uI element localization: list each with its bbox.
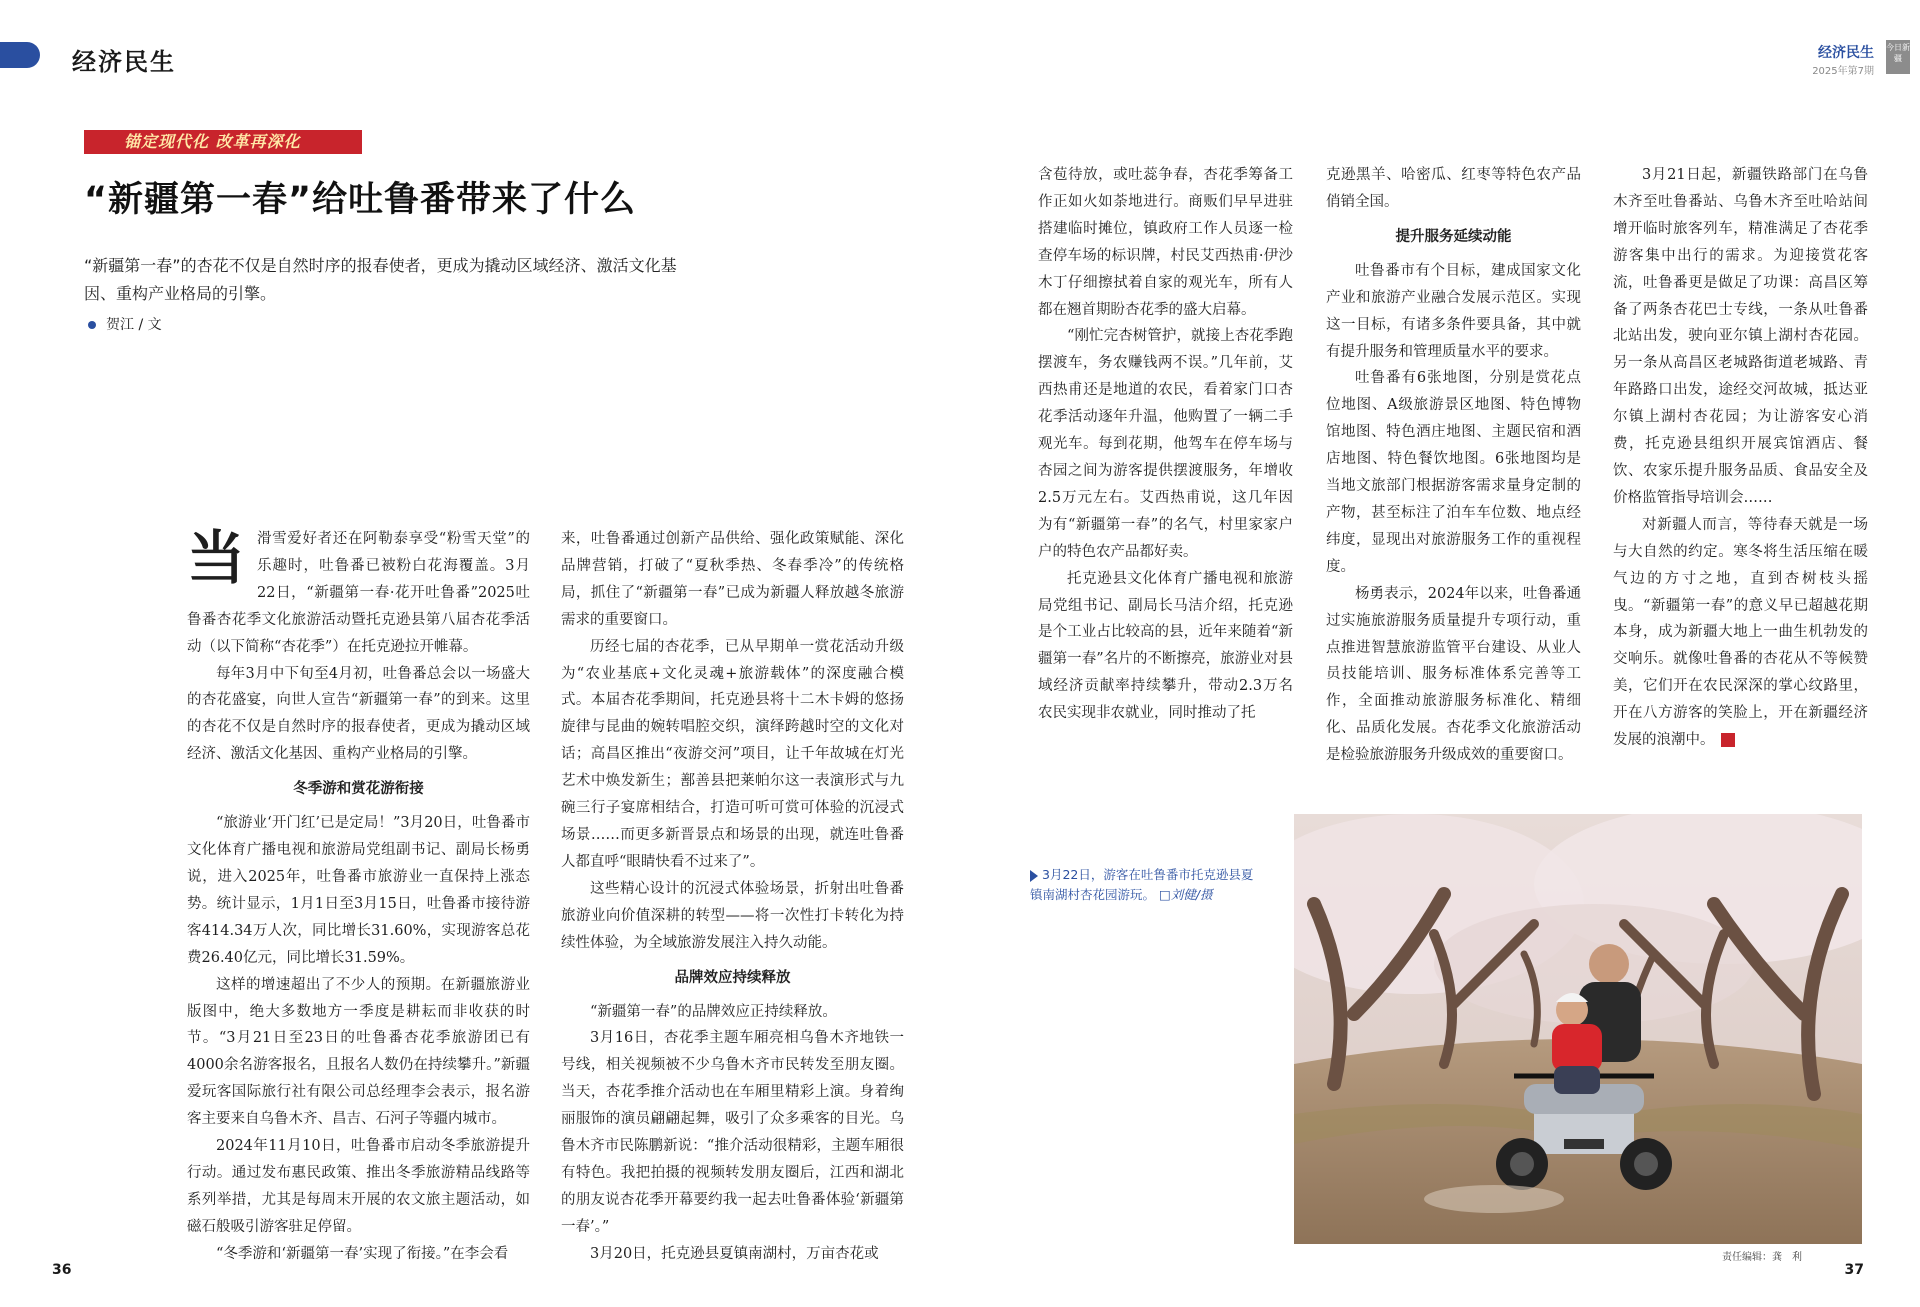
paragraph	[187, 526, 530, 661]
paragraph: “刚忙完杏树管护，就接上杏花季跑摆渡车，务农赚钱两不误。”几年前，艾西热甫还是地道的农民，看着家门口杏花季活动逐年升温，他购置了一辆二手观光车。每到花期，他驾车在停车场与杏园之间为游客提供摆渡服务，年增收2.5万元左右。艾西热甫说，这几年因为有“新疆第一春”的名气，村里家家户户的特色农产品都好卖。	[1038, 328, 1293, 560]
article-title: “新疆第一春”给吐鲁番带来了什么	[84, 180, 637, 220]
article-column-2	[561, 526, 904, 1268]
paragraph: “冬季游和‘新疆第一春’实现了衔接。”在李会看	[216, 1245, 509, 1262]
byline-dot-icon	[88, 321, 96, 329]
paragraph: 3月21日起，新疆铁路部门在乌鲁木齐至吐鲁番站、乌鲁木齐至吐哈站间增开临时旅客列车，精准满足了杏花季游客集中出行的需求。为迎接赏花客流，吐鲁番更是做足了功课：高昌区筹备了两条杏花巴士专线，一条从吐鲁番北站出发，驶向亚尔镇上湖村杏花园。另一条从高昌区老城路街道老城路、青年路路口出发，途经交河故城，抵达亚尔镇上湖村杏花园；为让游客安心消费，托克逊县组织开展宾馆酒店、餐饮、农家乐提升服务品质、食品安全及价格监管指导培训会……	[1613, 167, 1868, 506]
article-column-3	[1038, 162, 1293, 727]
paragraph: “新疆第一春”的品牌效应正持续释放。	[590, 1003, 837, 1020]
paragraph: 这样的增速超出了不少人的预期。在新疆旅游业版图中，绝大多数地方一季度是耕耘而非收获的时节。“3月21日至23日的吐鲁番杏花季旅游团已有4000余名游客报名，且报名人数仍在持续攀升。”新疆爱玩客国际旅行社有限公司总经理李会表示，报名游客主要来自乌鲁木齐、昌吉、石河子等疆内城市。	[187, 976, 530, 1128]
paragraph: 这些精心设计的沉浸式体验场景，折射出吐鲁番旅游业向价值深耕的转型——将一次性打卡转化为持续性体验，为全域旅游发展注入持久动能。	[561, 880, 904, 951]
section-heading: 经济民生	[72, 47, 176, 76]
paragraph: 含苞待放，或吐蕊争春，杏花季筹备工作正如火如荼地进行。商贩们早早进驻搭建临时摊位，镇政府工作人员逐一检查停车场的标识牌，村民艾西热甫·伊沙木丁仔细擦拭着自家的观光车，所有人都在翘首期盼杏花季的盛大启幕。	[1038, 167, 1293, 318]
photo-caption	[1030, 865, 1255, 905]
caption-text: 3月22日，游客在吐鲁番市托克逊县夏镇南湖村杏花园游玩。	[1030, 867, 1254, 902]
orchard-photo-illustration	[1294, 814, 1862, 1244]
magazine-name: 经济民生	[1818, 45, 1874, 61]
paragraph: 3月20日，托克逊县夏镇南湖村，万亩杏花或	[590, 1245, 879, 1262]
article-column-4	[1326, 162, 1581, 769]
subheading: 提升服务延续动能	[1395, 228, 1512, 245]
paragraph: 克逊黑羊、哈密瓜、红枣等特色农产品俏销全国。	[1326, 167, 1581, 210]
topic-banner: 锚定现代化 改革再深化	[84, 130, 362, 154]
end-mark-icon	[1721, 733, 1735, 747]
paragraph-text: 对新疆人而言，等待春天就是一场与大自然的约定。寒冬将生活压缩在暖气边的方寸之地，直到杏树枝头摇曳。“新疆第一春”的意义早已超越花期本身，成为新疆大地上一曲生机勃发的交响乐。就像吐鲁番的杏花从不等候赞美，它们开在农民深深的掌心纹路里，开在八方游客的笑脸上，开在新疆经济发展的浪潮中。	[1613, 516, 1868, 749]
paragraph: 3月16日，杏花季主题车厢亮相乌鲁木齐地铁一号线，相关视频被不少乌鲁木齐市民转发至朋友圈。当天，杏花季推介活动也在车厢里精彩上演。身着绚丽服饰的演员翩翩起舞，吸引了众多乘客的目光。乌鲁木齐市民陈鹏新说：“推介活动很精彩，主题车厢很有特色。我把拍摄的视频转发朋友圈后，江西和湖北的朋友说杏花季开幕要约我一起去吐鲁番体验‘新疆第一春’。”	[561, 1030, 904, 1235]
page-number-right: 37	[1844, 1262, 1864, 1278]
paragraph: 托克逊县文化体育广播电视和旅游局党组书记、副局长马洁介绍，托克逊是个工业占比较高的县，近年来随着“新疆第一春”名片的不断擦亮，旅游业对县域经济贡献率持续攀升，带动2.3万名农民实现非农就业，同时推动了托	[1038, 570, 1293, 722]
paragraph: “旅游业‘开门红’已是定局！”3月20日，吐鲁番市文化体育广播电视和旅游局党组副书记、副局长杨勇说，进入2025年，吐鲁番市旅游业一直保持上涨态势。统计显示，1月1日至3月15日，吐鲁番市接待游客414.34万人次，同比增长31.60%，实现游客总花费26.40亿元，同比增长31.59%。	[187, 815, 530, 966]
magazine-header	[1812, 42, 1874, 77]
article-deck: “新疆第一春”的杏花不仅是自然时序的报春使者，更成为撬动区域经济、激活文化基因、重构产业格局的引擎。	[84, 256, 677, 303]
caption-arrow-icon	[1030, 870, 1038, 882]
byline-text: 贺江 / 文	[106, 317, 162, 333]
article-column-1	[187, 526, 530, 1268]
responsible-editor: 责任编辑：龚 利	[1722, 1252, 1802, 1263]
paragraph: 吐鲁番市有个目标，建成国家文化产业和旅游产业融合发展示范区。实现这一目标，有诸多条件要具备，其中就有提升服务和管理质量水平的要求。	[1326, 262, 1581, 360]
issue-label: 2025年第7期	[1812, 66, 1874, 77]
orchard-photo	[1294, 814, 1862, 1244]
article-column-5	[1613, 162, 1868, 754]
subheading: 冬季游和赏花游衔接	[293, 781, 424, 798]
drop-cap: 当	[187, 524, 246, 592]
magazine-logo: 今日新疆	[1886, 40, 1910, 74]
paragraph: 每年3月中下旬至4月初，吐鲁番总会以一场盛大的杏花盛宴，向世人宣告“新疆第一春”的到来。这里的杏花不仅是自然时序的报春使者，更成为撬动区域经济、激活文化基因、重构产业格局的引擎。	[187, 665, 530, 763]
paragraph: 吐鲁番有6张地图，分别是赏花点位地图、A级旅游景区地图、特色博物馆地图、特色酒庄地图、主题民宿和酒店地图、特色餐饮地图。6张地图均是当地文旅部门根据游客需求量身定制的产物，甚至标注了泊车车位数、地点经纬度，显现出对旅游服务工作的重视程度。	[1326, 370, 1581, 575]
paragraph-text: 滑雪爱好者还在阿勒泰享受“粉雪天堂”的乐趣时，吐鲁番已被粉白花海覆盖。3月22日，“新疆第一春·花开吐鲁番”2025吐鲁番杏花季文化旅游活动暨托克逊县第八届杏花季活动（以下简称“杏花季”）在托克逊拉开帷幕。	[187, 531, 530, 655]
page-number-left: 36	[52, 1262, 72, 1278]
byline	[88, 314, 162, 334]
paragraph: 杨勇表示，2024年以来，吐鲁番通过实施旅游服务质量提升专项行动，重点推进智慧旅游监管平台建设、从业人员技能培训、服务标准体系完善等工作，全面推动旅游服务标准化、精细化、品质化发展。杏花季文化旅游活动是检验旅游服务升级成效的重要窗口。	[1326, 585, 1581, 764]
photo-credit: □刘健/摄	[1159, 887, 1213, 902]
section-tab-marker	[0, 42, 40, 68]
paragraph: 2024年11月10日，吐鲁番市启动冬季旅游提升行动。通过发布惠民政策、推出冬季旅游精品线路等系列举措，尤其是每周末开展的农文旅主题活动，如磁石般吸引游客驻足停留。	[187, 1138, 530, 1235]
paragraph	[1613, 512, 1868, 754]
subheading: 品牌效应持续释放	[674, 969, 791, 986]
paragraph: 历经七届的杏花季，已从早期单一赏花活动升级为“农业基底+文化灵魂+旅游载体”的深度融合模式。本届杏花季期间，托克逊县将十二木卡姆的悠扬旋律与昆曲的婉转唱腔交织，演绎跨越时空的文化对话；高昌区推出“夜游交河”项目，让千年故城在灯光艺术中焕发新生；鄯善县把莱帕尔这一表演形式与九碗三行子宴席相结合，打造可听可赏可体验的沉浸式场景……而更多新晋景点和场景的出现，就连吐鲁番人都直呼“眼睛快看不过来了”。	[561, 638, 904, 870]
paragraph: 来，吐鲁番通过创新产品供给、强化政策赋能、深化品牌营销，打破了“夏秋季热、冬春季冷”的传统格局，抓住了“新疆第一春”已成为新疆人释放越冬旅游需求的重要窗口。	[561, 531, 904, 628]
